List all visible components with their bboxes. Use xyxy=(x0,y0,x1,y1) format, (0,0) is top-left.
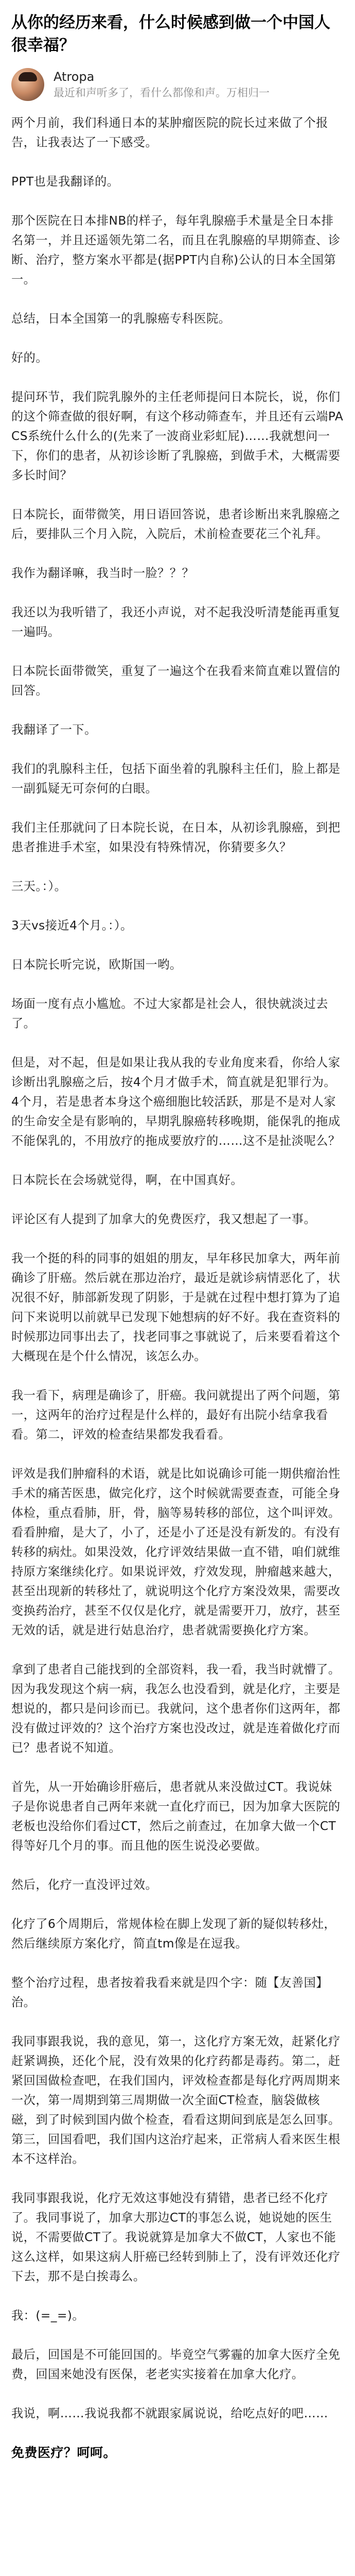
answer-paragraph: 整个治疗过程，患者按着我看来就是四个字：随【友善国】治。 xyxy=(11,1976,328,2009)
answer-paragraph: 日本院长面带微笑，重复了一遍这个在我看来简直难以置信的回答。 xyxy=(11,664,341,698)
answer-paragraph: PPT也是我翻译的。 xyxy=(11,175,119,189)
answer-paragraph: 日本院长在会场就觉得，啊，在中国真好。 xyxy=(11,1173,243,1187)
answer-paragraph: 我说，啊……我说我都不就跟家属说说，给吃点好的吧…… xyxy=(11,2406,328,2420)
answer-paragraph: 提问环节，我们院乳腺外的主任老师提问日本院长，说，你们的这个筛查做的很好啊，有这个移动筛查车，并且还有云端PACS系统什么什么的(先来了一波商业彩虹屁)……我就想问一下，你们的患者，从初诊诊断了乳腺癌，到做手术，大概需要多长时间？ xyxy=(11,390,344,482)
author-name[interactable]: Atropa xyxy=(54,70,95,84)
answer-paragraph: 总结，日本全国第一的乳腺癌专科医院。 xyxy=(11,312,231,326)
author-bar[interactable] xyxy=(0,63,355,113)
answer-paragraph: 3天vs接近4个月。：）。 xyxy=(11,919,133,933)
answer-paragraph: 我作为翻译嘛，我当时一脸？？？ xyxy=(11,566,194,580)
answer-paragraph: 好的。 xyxy=(11,351,48,365)
answer-paragraph: 我一个挺的科的同事的姐姐的朋友，早年移民加拿大，两年前确诊了肝癌。然后就在那边治疗，最近是就诊病情恶化了，状况很不好，肺部新发现了阴影，于是就在过程中想打算为了追问下来说明以前就早已发现下她想病的好不好。我在查资料的时候那边同事出去了，找老同事之事就说了，后来要看着这个大概现在是个什么情况，该怎么办。 xyxy=(11,1251,341,1363)
avatar[interactable] xyxy=(11,68,44,101)
answer-paragraph: 场面一度有点小尴尬。不过大家都是社会人，很快就淡过去了。 xyxy=(11,997,328,1030)
answer-paragraph: 我们的乳腺科主任，包括下面坐着的乳腺科主任们，脸上都是一副狐疑无可奈何的白眼。 xyxy=(11,762,341,795)
answer-paragraph: 评效是我们肿瘤科的术语，就是比如说确诊可能一期供瘤治性手术的痛苦医患，做完化疗，这个时候就需要查查，可能全身体检，重点看肺，肝，骨，脑等易转移的部位，这个叫评效。看看肿瘤，是大了，小了，还是小了还是没有新发的。有没有转移的病灶。如果没效，化疗评效结果做一直不错，咱们就维持原方案继续化疗。如果说评效，疗效发现，肿瘤越来越大，甚至出现新的转移灶了，就说明这个化疗方案没效果，需要改变换药治疗，甚至不仅仅是化疗，就是需要开刀，放疗，甚至无效的话，就是进行姑息治疗，患者就需要换化疗方案。 xyxy=(11,1467,341,1637)
author-bio: 最近和声听多了，看什么都像和声。万相归一 xyxy=(54,87,270,99)
author-info xyxy=(54,69,270,100)
answer-paragraph: 我翻译了一下。 xyxy=(11,723,97,737)
question-title[interactable]: 从你的经历来看，什么时候感到做一个中国人很幸福？ xyxy=(11,13,330,55)
answer-paragraph: 那个医院在日本排NB的样子，每年乳腺癌手术量是全日本排名第一，并且还遥领先第二名，而且在乳腺癌的早期筛查、诊断、治疗，整方案水平都是(据PPT内自称)公认的日本全国第一。 xyxy=(11,214,341,286)
answer-paragraph: 评论区有人提到了加拿大的免费医疗，我又想起了一事。 xyxy=(11,1212,316,1226)
answer-paragraph: 我同事跟我说，我的意见，第一，这化疗方案无效，赶紧化疗赶紧调换，还化个屁，没有效果的化疗药都是毒药。第二，赶紧回国做检查吧，在我们国内，评效检查都是每化疗两周期来一次，第一周期到第三周期做一次全面CT检查，脑袋做核磁，到了时候到国内做个检查，看看这期间到底是怎么回事。第三，回国看吧，我们国内这治疗起来，正常病人看来医生根本不这样治。 xyxy=(11,2035,341,2166)
answer-paragraph: 我们主任那就问了日本院长说，在日本，从初诊乳腺癌，到把患者推进手术室，如果没有特殊情况，你猜要多久？ xyxy=(11,821,341,854)
answer-paragraph: 首先，从一开始确诊肝癌后，患者就从来没做过CT。我说妹子是你说患者自己两年来就一直化疗而已，因为加拿大医院的老板也没给你们看过CT，然后之前查过，在加拿大做一个CT得等好几个月的事。而且他的医生说没必要做。 xyxy=(11,1780,341,1853)
answer-paragraph: 我还以为我听错了，我还小声说，对不起我没听清楚能再重复一遍吗。 xyxy=(11,605,341,639)
answer-paragraph: 日本院长，面带微笑，用日语回答说，患者诊断出来乳腺癌之后，要排队三个月入院，入院后，术前检查要花三个礼拜。 xyxy=(11,507,341,541)
answer-content xyxy=(0,113,355,2463)
answer-paragraph: 我：(=_=)。 xyxy=(11,2309,85,2323)
answer-paragraph: 然后，化疗一直没评过效。 xyxy=(11,1878,158,1892)
answer-paragraph: 三天。：）。 xyxy=(11,879,67,893)
answer-paragraph: 我同事跟我说，化疗无效这事她没有猜错，患者已经不化疗了。我同事说了，加拿大那边CT的事怎么说，她说她的医生说，不需要做CT了。我说就算是加拿大不做CT，人家也不能这么这样，如果这病人肝癌已经转到肺上了，没有评效还化疗下去，那不是白挨毒么。 xyxy=(11,2191,341,2283)
answer-paragraph: 但是，对不起，但是如果让我从我的专业角度来看，你给人家诊断出乳腺癌之后，按4个月才做手术，简直就是犯罪行为。4个月，若是患者本身这个癌细胞比较活跃，那是不是对人家的生命安全是有影响的，早期乳腺癌转移晚期，能保乳的拖成不能保乳的，不用放疗的拖成要放疗的……这不是扯淡呢么？ xyxy=(11,1056,341,1148)
answer-paragraph: 两个月前，我们科通日本的某肿瘤医院的院长过来做了个报告，让我表达了一下感受。 xyxy=(11,116,328,149)
answer-paragraph: 拿到了患者自己能找到的全部资料，我一看，我当时就懵了。因为我发现这个病一病，我怎么也没看到，就是化疗，主要是想说的，都只是问诊而已。我就问，这个患者你们这两年，都没有做过评效的？这个治疗方案也没改过，就是连着做化疗而已？患者说不知道。 xyxy=(11,1663,341,1755)
answer-paragraph: 日本院长听完说，欧斯国一哟。 xyxy=(11,958,182,972)
answer-paragraph: 免费医疗？呵呵。 xyxy=(11,2445,117,2460)
answer-paragraph: 我一看下，病理是确诊了，肝癌。我问就提出了两个问题，第一，这两年的治疗过程是什么样的，最好有出院小结拿我看看。第二，评效的检查结果都发我看看。 xyxy=(11,1388,341,1442)
answer-paragraph: 化疗了6个周期后，常规体检在脚上发现了新的疑似转移灶，然后继续原方案化疗，简直tm像是在逗我。 xyxy=(11,1917,336,1951)
answer-paragraph: 最后，回国是不可能回国的。毕竟空气雾霾的加拿大医疗全免费，回国来她没有医保，老老实实接着在加拿大化疗。 xyxy=(11,2348,341,2381)
